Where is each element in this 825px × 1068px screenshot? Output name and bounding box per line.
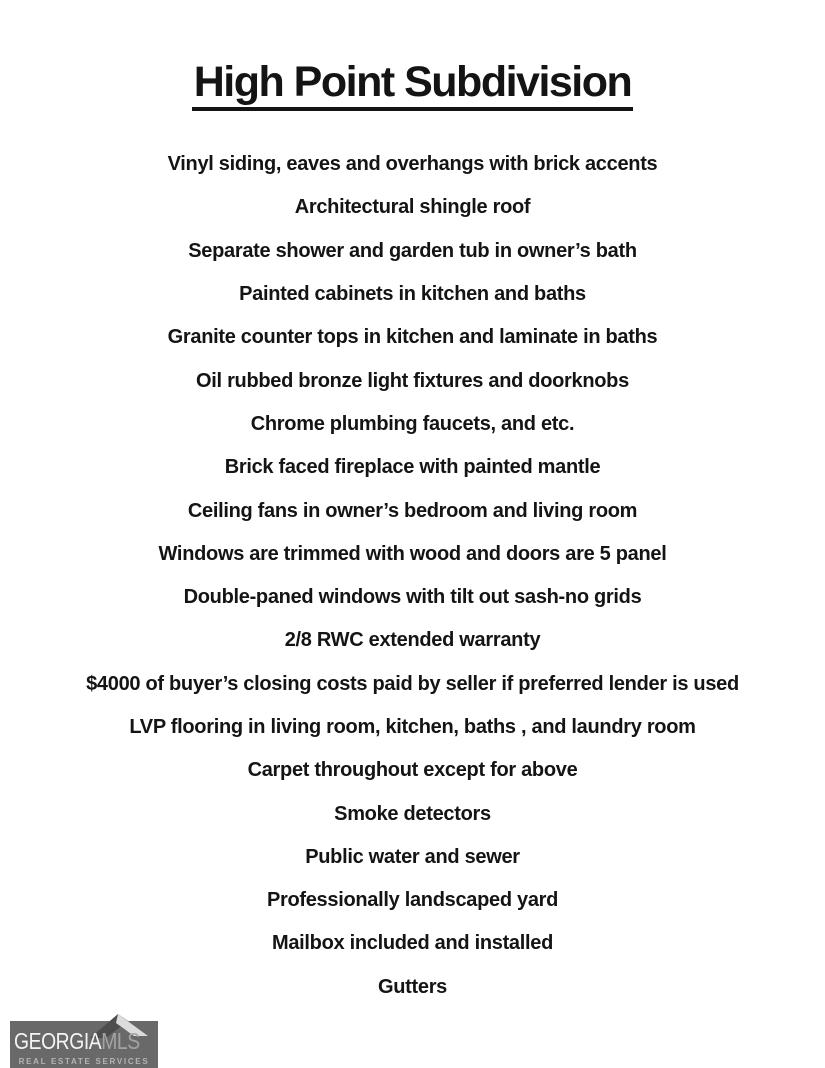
logo-brand-secondary: MLS <box>101 1028 140 1054</box>
feature-line: Double-paned windows with tilt out sash-no grids <box>183 586 642 609</box>
logo-brand <box>14 1030 140 1053</box>
feature-line: Oil rubbed bronze light fixtures and doorknobs <box>196 369 629 392</box>
feature-line: Windows are trimmed with wood and doors are 5 panel <box>158 542 667 565</box>
feature-line: $4000 of buyer’s closing costs paid by seller if preferred lender is used <box>86 672 739 695</box>
feature-line: Chrome plumbing faucets, and etc. <box>250 412 575 435</box>
feature-line: Vinyl siding, eaves and overhangs with brick accents <box>167 153 658 176</box>
feature-line: Mailbox included and installed <box>271 932 554 955</box>
feature-line: Professionally landscaped yard <box>266 889 559 912</box>
feature-line: Public water and sewer <box>305 845 520 868</box>
page-title <box>0 58 825 111</box>
feature-line: Carpet throughout except for above <box>247 759 578 782</box>
feature-line: Smoke detectors <box>334 802 491 825</box>
feature-line: Architectural shingle roof <box>294 196 531 219</box>
feature-line: Separate shower and garden tub in owner’s bath <box>188 239 637 262</box>
feature-line: Painted cabinets in kitchen and baths <box>239 283 586 306</box>
logo-brand-primary: GEORGIA <box>14 1028 102 1054</box>
logo-tagline: REAL ESTATE SERVICES <box>18 1057 150 1066</box>
feature-line: Ceiling fans in owner’s bedroom and living room <box>187 499 638 522</box>
feature-line: Gutters <box>377 975 448 998</box>
page-title-text: High Point Subdivision <box>192 58 634 111</box>
georgia-mls-logo <box>10 1021 158 1068</box>
feature-list <box>0 143 825 1009</box>
feature-line: LVP flooring in living room, kitchen, baths , and laundry room <box>129 716 696 738</box>
feature-line: Brick faced fireplace with painted mantle <box>224 456 601 479</box>
feature-line: Granite counter tops in kitchen and laminate in baths <box>167 326 658 349</box>
feature-line: 2/8 RWC extended warranty <box>284 629 541 652</box>
